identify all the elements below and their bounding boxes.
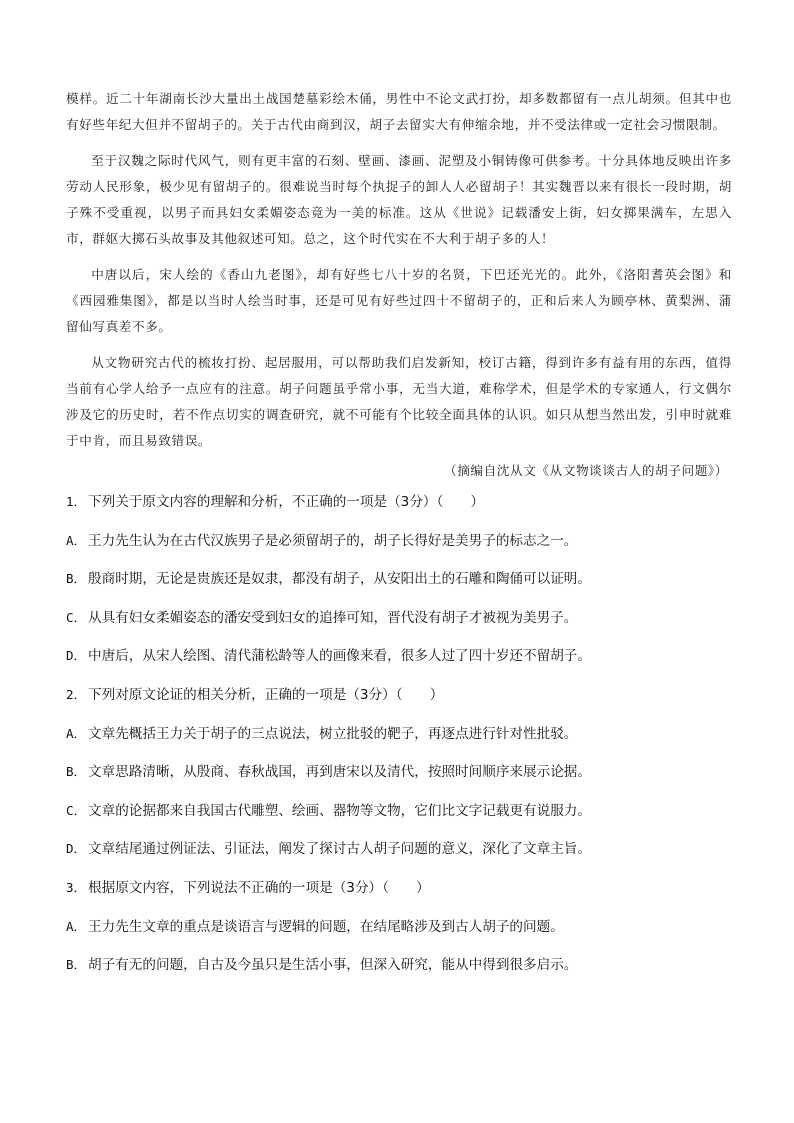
question-1-option-c <box>66 608 732 628</box>
question-number: 1． <box>66 494 87 509</box>
option-text: 文章思路清晰，从殷商、春秋战国，再到唐宋以及清代，按照时间顺序来展示论据。 <box>88 764 591 781</box>
option-text: 王力先生认为在古代汉族男子是必须留胡子的，胡子长得好是美男子的标志之一。 <box>88 532 578 549</box>
option-text: 胡子有无的问题，自古及今虽只是生活小事，但深入研究，能从中得到很多启示。 <box>88 957 578 974</box>
option-label: C． <box>66 802 87 818</box>
option-label: B． <box>66 957 87 973</box>
question-3-stem <box>66 878 732 898</box>
question-2-stem <box>66 685 732 705</box>
option-text: 中唐后，从宋人绘图、清代蒲松龄等人的画像来看，很多人过了四十岁还不留胡子。 <box>88 648 591 665</box>
question-text: 下列对原文论证的相关分析，正确的一项是（3分）（ ） <box>88 686 444 703</box>
option-text: 文章的论据都来自我国古代雕塑、绘画、器物等文物，它们比文字记载更有说服力。 <box>88 802 591 819</box>
question-list <box>66 492 732 975</box>
option-label: A． <box>66 532 87 548</box>
option-label: D． <box>66 648 87 664</box>
reading-passage <box>66 86 732 454</box>
option-text: 文章结尾通过例证法、引证法，阐发了探讨古人胡子问题的意义，深化了文章主旨。 <box>88 841 591 858</box>
option-label: B． <box>66 764 87 780</box>
option-label: D． <box>66 841 87 857</box>
option-text: 从具有妇女柔媚姿态的潘安受到妇女的追捧可知，晋代没有胡子才被视为美男子。 <box>88 609 578 626</box>
question-1-option-d <box>66 646 732 666</box>
question-2-option-a <box>66 724 732 744</box>
option-label: C． <box>66 609 87 625</box>
question-1-option-b <box>66 569 732 589</box>
option-text: 殷商时期，无论是贵族还是奴隶，都没有胡子，从安阳出土的石雕和陶俑可以证明。 <box>88 571 591 588</box>
passage-paragraph-2: 至于汉魏之际时代风气，则有更丰富的石刻、壁画、漆画、泥塑及小铜铸像可供参考。十分具体地反映出许多劳动人民形象，极少见有留胡子的。很难说当时每个执捉子的卸人人必留胡子！其实魏晋以来有很长一段时期，胡子殊不受重视，以男子而具妇女柔媚姿态竟为一美的标准。这从《世说》记载潘安上街，妇女掷果满车，左思入市，群妪大掷石头故事及其他叙述可知。总之，这个时代实在不大利于胡子多的人！ <box>66 153 732 246</box>
question-number: 3． <box>66 879 87 895</box>
question-2-option-b <box>66 762 732 782</box>
passage-paragraph-4: 从文物研究古代的梳妆打扮、起居服用，可以帮助我们启发新知，校订古籍，得到许多有益有用的东西，值得当前有心学人给予一点应有的注意。胡子问题虽乎常小事，无当大道，难称学术，但是学术的专家通人，行文偶尔涉及它的历史时，若不作点切实的调查研究，就不可能有个比较全面具体的认识。如只从想当然出发，引申时就难于中肯，而且易致错误。 <box>66 355 732 448</box>
question-3-option-a <box>66 917 732 937</box>
option-label: A． <box>66 725 87 741</box>
option-text: 王力先生文章的重点是谈语言与逻辑的问题，在结尾略涉及到古人胡子的问题。 <box>88 918 564 935</box>
question-1-option-a <box>66 531 732 551</box>
question-text: 下列关于原文内容的理解和分析，不正确的一项是（3分）（ ） <box>88 494 485 510</box>
question-text: 根据原文内容，下列说法不正确的一项是（3分）（ ） <box>88 879 430 896</box>
question-1-stem <box>66 492 732 512</box>
passage-paragraph-1: 模样。近二十年湖南长沙大量出土战国楚墓彩绘木俑，男性中不论文武打扮，却多数都留有一点儿胡须。但其中也有好些年纪大但并不留胡子的。关于古代由商到汉，胡子去留实大有伸缩余地，并不受法律或一定社会习惯限制。 <box>66 91 732 132</box>
option-text: 文章先概括王力关于胡子的三点说法，树立批驳的靶子，再逐点进行针对性批驳。 <box>88 725 578 742</box>
question-2-option-d <box>66 839 732 859</box>
question-2-option-c <box>66 801 732 821</box>
passage-source: （摘编自沈从文《从文物谈谈古人的胡子问题》） <box>444 463 728 478</box>
question-3-option-b <box>66 955 732 975</box>
document-page <box>66 86 732 994</box>
question-number: 2． <box>66 686 87 702</box>
option-label: B． <box>66 571 87 587</box>
passage-paragraph-3: 中唐以后，宋人绘的《香山九老图》，却有好些七八十岁的名贤，下巴还光光的。此外，《洛阳耆英会图》和《西园雅集图》，都是以当时人绘当时事，还是可见有好些过四十不留胡子的，正和后来人为顾亭林、黄梨洲、蒲留仙写真差不多。 <box>66 267 732 334</box>
option-label: A． <box>66 918 87 934</box>
